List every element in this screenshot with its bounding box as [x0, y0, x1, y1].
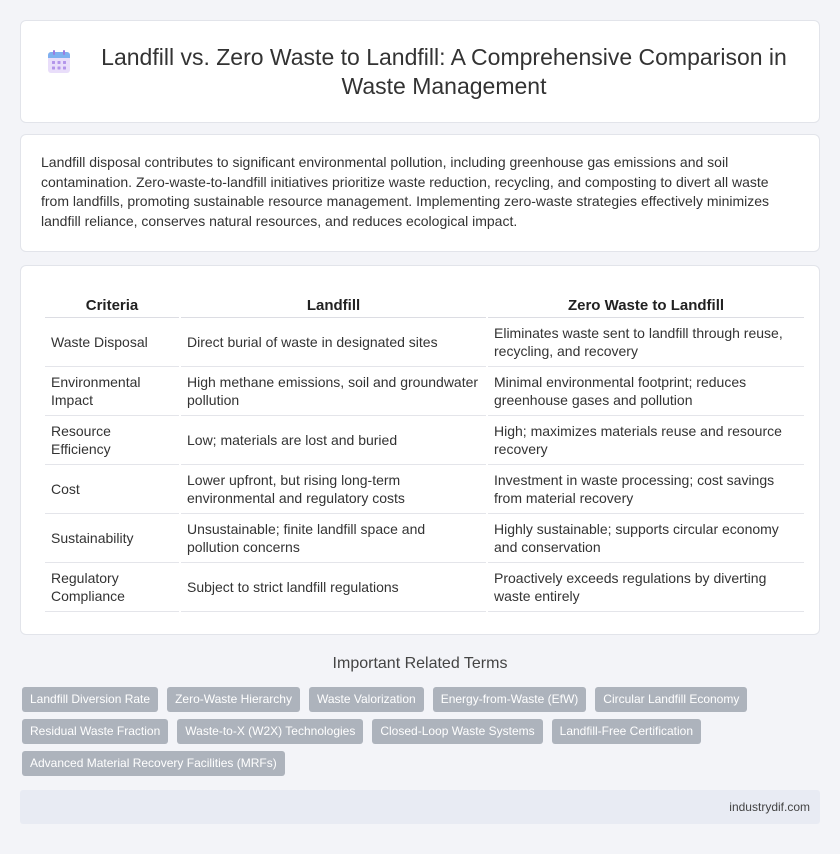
related-tag[interactable]: Landfill-Free Certification: [552, 719, 701, 744]
table-row: [45, 367, 804, 416]
related-tags: [22, 687, 802, 783]
row-criteria: Waste Disposal: [45, 318, 179, 367]
related-tag[interactable]: Energy-from-Waste (EfW): [433, 687, 587, 712]
row-zero-waste: Eliminates waste sent to landfill through reuse, recycling, and recovery: [488, 318, 804, 367]
row-landfill: Unsustainable; finite landfill space and pollution concerns: [181, 514, 486, 563]
comparison-card: [20, 265, 820, 635]
comparison-table: [43, 294, 806, 612]
intro-card: [20, 134, 820, 252]
row-criteria: Resource Efficiency: [45, 416, 179, 465]
row-zero-waste: Investment in waste processing; cost savings from material recovery: [488, 465, 804, 514]
intro-paragraph: Landfill disposal contributes to significant environmental pollution, including greenhouse gas emissions and soil contamination. Zero-waste-to-landfill initiatives prioritize waste reduction, recycling, and composting to divert all waste from landfills, promoting sustainable resource management. Implementing zero-waste strategies effectively minimizes landfill reliance, conserves natural resources, and reduces ecological impact.: [41, 154, 770, 229]
row-criteria: Sustainability: [45, 514, 179, 563]
row-criteria: Regulatory Compliance: [45, 563, 179, 612]
related-tag[interactable]: Waste Valorization: [309, 687, 424, 712]
row-zero-waste: Minimal environmental footprint; reduces greenhouse gases and pollution: [488, 367, 804, 416]
header-criteria: Criteria: [45, 294, 179, 318]
table-row: [45, 563, 804, 612]
row-landfill: Direct burial of waste in designated sites: [181, 318, 486, 367]
table-row: [45, 416, 804, 465]
related-tag[interactable]: Closed-Loop Waste Systems: [372, 719, 542, 744]
row-landfill: Lower upfront, but rising long-term environmental and regulatory costs: [181, 465, 486, 514]
related-tag[interactable]: Circular Landfill Economy: [595, 687, 747, 712]
row-zero-waste: High; maximizes materials reuse and resource recovery: [488, 416, 804, 465]
row-landfill: Low; materials are lost and buried: [181, 416, 486, 465]
related-tag[interactable]: Advanced Material Recovery Facilities (MRFs): [22, 751, 285, 776]
row-landfill: High methane emissions, soil and groundwater pollution: [181, 367, 486, 416]
row-landfill: Subject to strict landfill regulations: [181, 563, 486, 612]
title-wrap: [46, 43, 794, 101]
header-landfill: Landfill: [181, 294, 486, 318]
row-zero-waste: Proactively exceeds regulations by diverting waste entirely: [488, 563, 804, 612]
page-title: Landfill vs. Zero Waste to Landfill: A Comprehensive Comparison in Waste Management: [101, 43, 787, 99]
table-row: [45, 318, 804, 367]
related-tag[interactable]: Residual Waste Fraction: [22, 719, 168, 744]
row-criteria: Cost: [45, 465, 179, 514]
related-terms-heading: Important Related Terms: [332, 655, 508, 672]
table-header-row: [45, 294, 804, 318]
header-zero-waste: Zero Waste to Landfill: [488, 294, 804, 318]
related-tag[interactable]: Landfill Diversion Rate: [22, 687, 158, 712]
row-criteria: Environmental Impact: [45, 367, 179, 416]
calendar-icon: [46, 49, 72, 75]
table-row: [45, 465, 804, 514]
related-tag[interactable]: Zero-Waste Hierarchy: [167, 687, 300, 712]
related-tag[interactable]: Waste-to-X (W2X) Technologies: [177, 719, 363, 744]
title-card: [20, 20, 820, 123]
row-zero-waste: Highly sustainable; supports circular economy and conservation: [488, 514, 804, 563]
table-row: [45, 514, 804, 563]
footer-source: industrydif.com: [20, 790, 820, 824]
